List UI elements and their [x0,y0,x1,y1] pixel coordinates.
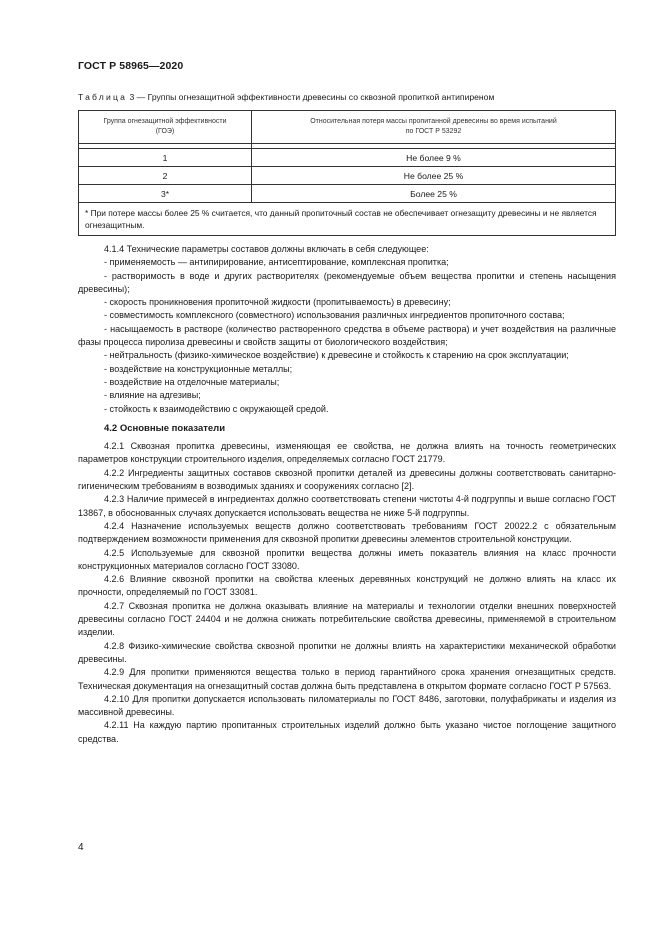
table-cell-group: 3* [79,185,252,203]
table-caption-word: Таблица [78,92,128,102]
table-header-group [79,111,252,144]
table-cell-loss: Не более 9 % [252,149,616,167]
clause-4-1-4-intro: 4.1.4 Технические параметры составов должны включать в себя следующее: [104,244,429,254]
table-caption-text: 3 — Группы огнезащитной эффективности древесины со сквозной пропиткой антипиреном [129,92,495,102]
clause-paragraph: 4.2.9 Для пропитки применяются вещества только в период гарантийного срока хранения огнезащитных средств. Техническая документация на огнезащитный состав должна быть представлена в открытом формате согласно ГОСТ Р 57563. [78,667,616,691]
table-header-row [79,111,616,144]
table-row [79,149,616,167]
table-caption [78,92,494,102]
list-item: - насыщаемость в растворе (количество растворенного средства в объеме раствора) и учет воздействия на различные фазы процесса пиролиза древесины и свойств защиты от биологического воздействия; [78,323,616,348]
table-row [79,167,616,185]
table-cell-loss: Более 25 % [252,185,616,203]
header-group-line1: Группа огнезащитной эффективности [103,118,227,125]
list-item: - применяемость — антипирирование, антисептирование, комплексная пропитка; [104,257,449,268]
clause-paragraph: 4.2.2 Ингредиенты защитных составов сквозной пропитки деталей из древесины должны соответствовать санитарно-гигиеническим требованиям в возводимых зданиях и сооружениях согласно [2]. [78,467,616,492]
list-item: - воздействие на конструкционные металлы; [104,363,293,374]
clause-paragraph: 4.2.3 Наличие примесей в ингредиентах должно соответствовать степени чистоты 4-й подгруппы и выше согласно ГОСТ 13867, в обоснованных случаях допускается использовать вещества не ниже 5-й подгруппы. [78,494,616,518]
clause-paragraph: 4.2.11 На каждую партию пропитанных строительных изделий должно быть указано чистое поглощение защитного средства. [78,720,616,744]
list-item: - влияние на адгезивы; [104,390,201,401]
header-loss-line2: по ГОСТ Р 53292 [405,128,462,135]
clause-paragraph: 4.2.1 Сквозная пропитка древесины, изменяющая ее свойства, не должна влиять на точность геометрических параметров конструкции строительного изделия, определяемых согласно ГОСТ 21779. [78,441,616,465]
table-cell-group: 2 [79,167,252,185]
clause-paragraph: 4.2.4 Назначение используемых веществ должно соответствовать требованиям ГОСТ 20022.2 с обязательным подтверждением возможности применения для сквозной пропитки древесины элементов строительной конструкции. [78,520,616,545]
table-footnote-row [79,203,616,236]
list-item: - воздействие на отделочные материалы; [104,376,280,387]
clause-paragraph: 4.2.7 Сквозная пропитка не должна оказывать влияние на материалы и технологии отделки внешних поверхностей древесины согласно ГОСТ 24404 и не должна снижать потребительские свойства древесины, применяемой в строительном изделии. [78,600,616,638]
list-item: - стойкость к взаимодействию с окружающей средой. [104,403,329,414]
list-item: - скорость проникновения пропиточной жидкости (пропитываемость) в древесину; [104,297,451,308]
table-cell-group: 1 [79,149,252,167]
table-cell-loss: Не более 25 % [252,167,616,185]
list-item: - совместимость комплексного (совместного) использования различных ингредиентов пропиточного состава; [104,310,565,321]
list-item: - нейтральность (физико-химическое воздействие) к древесине и стойкость к старению на срок эксплуатации; [104,350,569,361]
table-row [79,185,616,203]
clause-paragraph: 4.2.8 Физико-химические свойства сквозной пропитки не должны влиять на характеристики механической обработки древесины. [78,640,616,664]
fire-efficiency-table [78,110,616,236]
header-group-line2: (ГОЭ) [155,128,175,135]
document-body [78,243,616,746]
list-item: - растворимость в воде и других растворителях (рекомендуемые объем вещества пропитки и степень насыщения древесины); [78,270,616,294]
clause-paragraph: 4.2.6 Влияние сквозной пропитки на свойства клееных деревянных конструкций не должно влиять на класс их прочности, определяемый по ГОСТ 33081. [78,574,616,598]
section-title: 4.2 Основные показатели [104,422,226,434]
clause-paragraph: 4.2.10 Для пропитки допускается использовать пиломатериалы по ГОСТ 8486, заготовки, полуфабрикаты и изделия из массивной древесины. [78,693,616,718]
page-number: 4 [78,842,84,853]
clause-paragraph: 4.2.5 Используемые для сквозной пропитки вещества должны иметь показатель влияния на класс прочности конструкционных материалов согласно ГОСТ 33080. [78,547,616,571]
document-header: ГОСТ Р 58965—2020 [78,60,184,72]
table-header-loss [252,111,616,144]
table-footnote: * При потере массы более 25 % считается, что данный пропиточный состав не обеспечивает огнезащиту древесины и не является огнезащитным. [79,203,616,236]
header-loss-line1: Относительная потеря массы пропитанной древесины во время испытаний [310,118,557,125]
